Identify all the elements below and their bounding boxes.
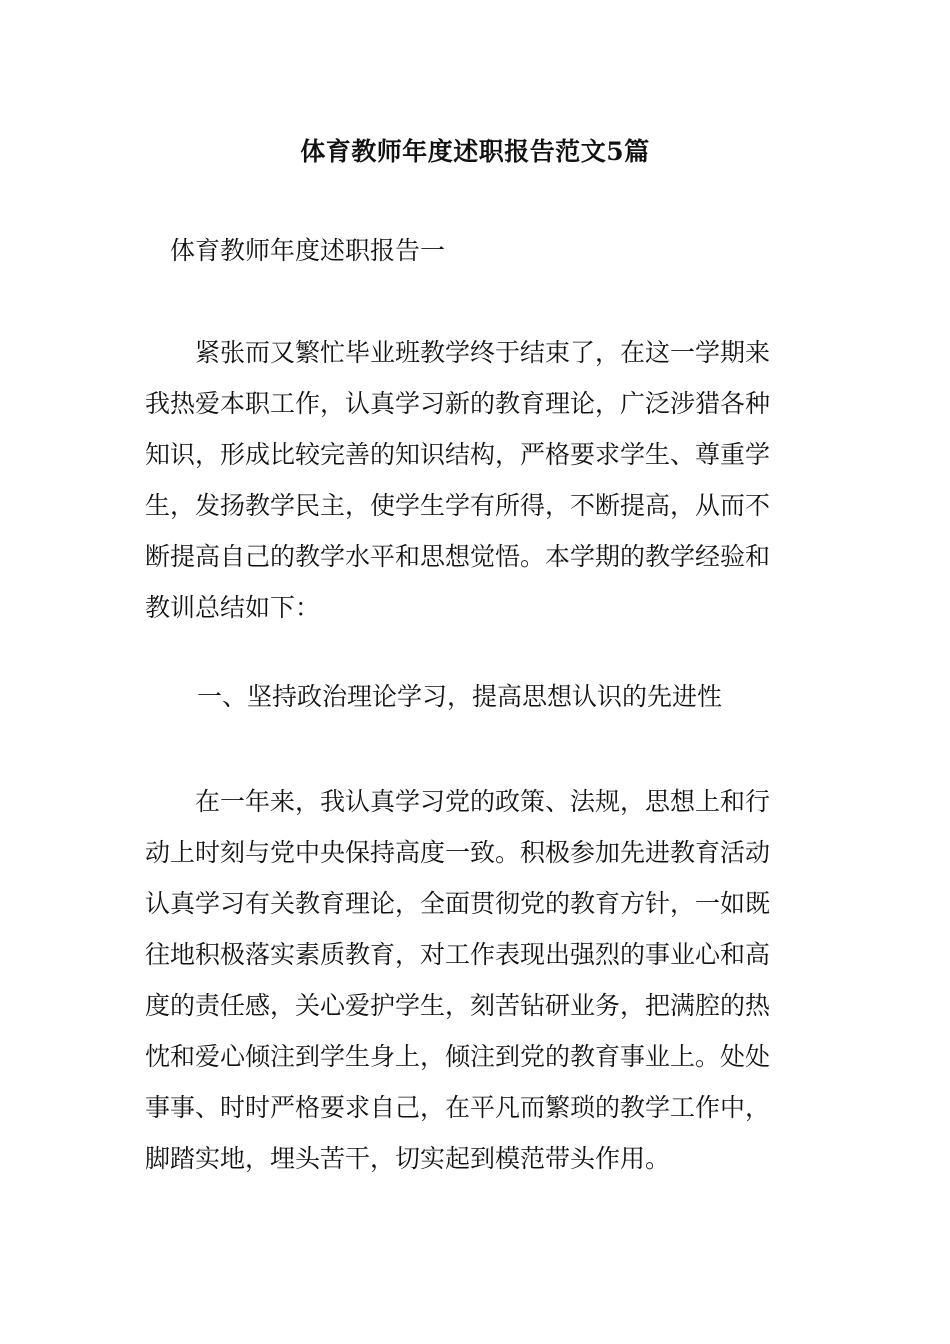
paragraph-line: 在一年来，我认真学习党的政策、法规，思想上和行 — [145, 787, 771, 816]
paragraph-line: 事事、时时严格要求自己，在平凡而繁琐的教学工作中， — [145, 1093, 771, 1122]
section-heading: 一、坚持政治理论学习，提高思想认识的先进性 — [197, 682, 723, 711]
paragraph-line: 认真学习有关教育理论，全面贯彻党的教育方针，一如既 — [145, 889, 771, 918]
paragraph-section1 — [145, 776, 805, 1184]
paragraph-line: 度的责任感，关心爱护学生，刻苦钻研业务，把满腔的热 — [145, 991, 771, 1020]
paragraph-line: 紧张而又繁忙毕业班教学终于结束了，在这一学期来 — [145, 338, 771, 367]
paragraph-line: 知识，形成比较完善的知识结构，严格要求学生、尊重学 — [145, 440, 771, 469]
paragraph-line: 忱和爱心倾注到学生身上，倾注到党的教育事业上。处处 — [145, 1042, 771, 1071]
paragraph-line: 动上时刻与党中央保持高度一致。积极参加先进教育活动 — [145, 838, 771, 867]
paragraph-intro — [145, 327, 805, 633]
paragraph-line: 往地积极落实素质教育，对工作表现出强烈的事业心和高 — [145, 940, 771, 969]
report-subtitle: 体育教师年度述职报告一 — [170, 236, 446, 265]
paragraph-line: 断提高自己的教学水平和思想觉悟。本学期的教学经验和 — [145, 542, 771, 571]
document-title: 体育教师年度述职报告范文5篇 — [300, 137, 650, 166]
paragraph-line: 我热爱本职工作，认真学习新的教育理论，广泛涉猎各种 — [145, 389, 771, 418]
paragraph-line: 生，发扬教学民主，使学生学有所得，不断提高，从而不 — [145, 491, 771, 520]
paragraph-line: 脚踏实地，埋头苦干，切实起到模范带头作用。 — [145, 1144, 671, 1173]
paragraph-line: 教训总结如下： — [145, 593, 321, 622]
